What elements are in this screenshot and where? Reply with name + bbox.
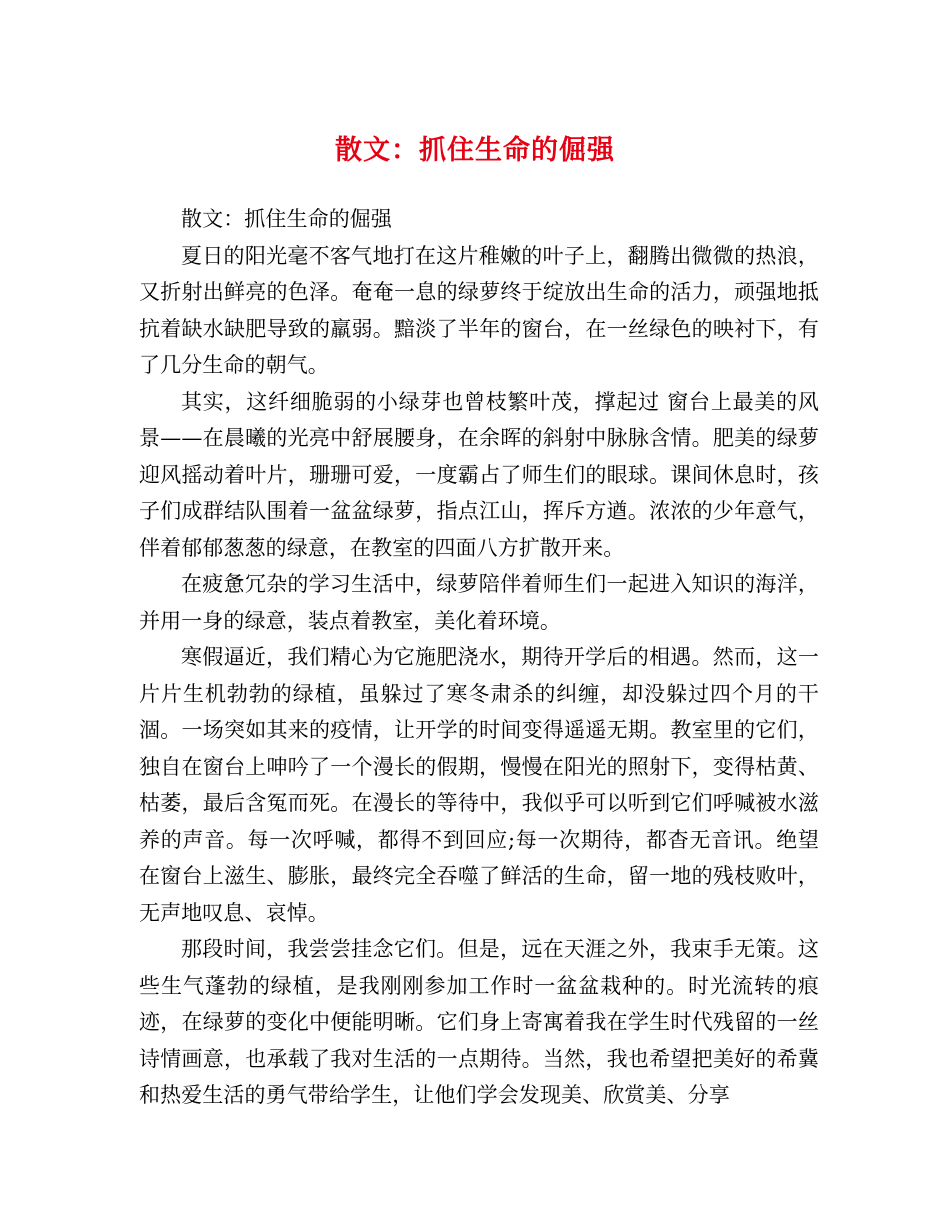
paragraph: 夏日的阳光毫不客气地打在这片稚嫩的叶子上，翻腾出微微的热浪，又折射出鲜亮的色泽。奄奄一息的绿萝终于绽放出生命的活力，顽强地抵抗着缺水缺肥导致的羸弱。黯淡了半年的窗台，在一丝绿色的映衬下，有了几分生命的朝气。 bbox=[139, 243, 819, 377]
document-body bbox=[139, 201, 819, 1114]
paragraph: 那段时间，我尝尝挂念它们。但是，远在天涯之外，我束手无策。这些生气蓬勃的绿植，是我刚刚参加工作时一盆盆栽种的。时光流转的痕迹，在绿萝的变化中便能明晰。它们身上寄寓着我在学生时代残留的一丝诗情画意，也承载了我对生活的一点期待。当然，我也希望把美好的希冀和热爱生活的勇气带给学生，让他们学会发现美、欣赏美、分享 bbox=[139, 937, 819, 1107]
document-title: 散文：抓住生命的倔强 bbox=[335, 135, 615, 166]
paragraph: 其实，这纤细脆弱的小绿芽也曾枝繁叶茂，撑起过 窗台上最美的风景——在晨曦的光亮中舒展腰身，在余晖的斜射中脉脉含情。肥美的绿萝迎风摇动着叶片，珊珊可爱，一度霸占了师生们的眼球。课间休息时，孩子们成群结队围着一盆盆绿萝，指点江山，挥斥方遒。浓浓的少年意气，伴着郁郁葱葱的绿意，在教室的四面八方扩散开来。 bbox=[139, 389, 819, 560]
paragraph: 在疲惫冗杂的学习生活中，绿萝陪伴着师生们一起进入知识的海洋，并用一身的绿意，装点着教室，美化着环境。 bbox=[139, 572, 819, 633]
paragraph: 散文：抓住生命的倔强 bbox=[181, 207, 392, 231]
paragraph: 寒假逼近，我们精心为它施肥浇水，期待开学后的相遇。然而，这一片片生机勃勃的绿植，虽躲过了寒冬肃杀的纠缠，却没躲过四个月的干涸。一场突如其来的疫情，让开学的时间变得遥遥无期。教室里的它们，独自在窗台上呻吟了一个漫长的假期，慢慢在阳光的照射下，变得枯黄、枯萎，最后含冤而死。在漫长的等待中，我似乎可以听到它们呼喊被水滋养的声音。每一次呼喊，都得不到回应;每一次期待，都杳无音讯。绝望在窗台上滋生、膨胀，最终完全吞噬了鲜活的生命，留一地的残枝败叶，无声地叹息、哀悼。 bbox=[139, 645, 819, 925]
